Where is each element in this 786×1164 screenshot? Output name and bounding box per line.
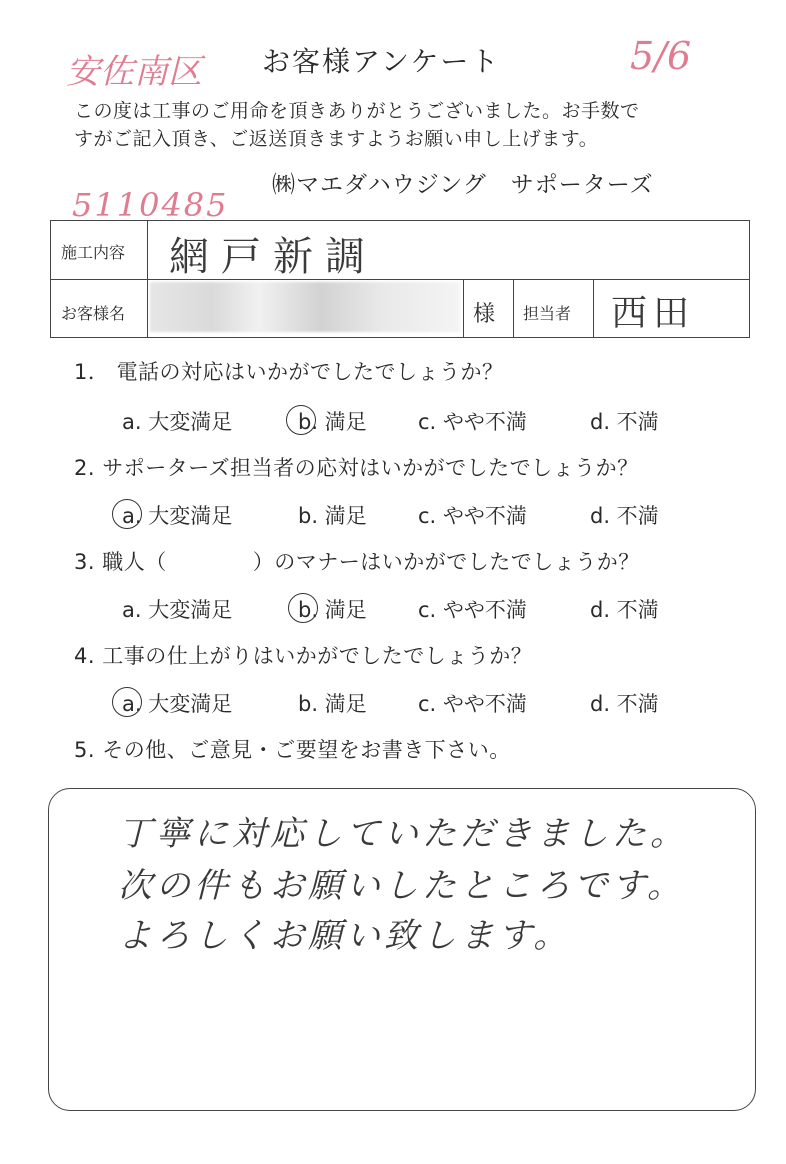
question-4 <box>74 640 532 670</box>
question-text: サポーターズ担当者の応対はいかがでしたでしょうか？ <box>102 456 639 480</box>
date-handwritten: 5/6 <box>630 34 692 78</box>
q1-option-d: d. 不満 <box>590 410 659 434</box>
comment-line-1: 丁寧に対応していただきました。 <box>118 814 688 854</box>
question-5 <box>74 734 511 764</box>
question-2 <box>74 452 639 482</box>
company-name: ㈱マエダハウジング サポーターズ <box>272 172 654 198</box>
staff-label: 担当者 <box>523 304 572 323</box>
q3-selected-mark <box>288 593 318 623</box>
question-text: 電話の対応はいかがでしたでしょうか？ <box>116 360 504 384</box>
question-text: 職人（ ）のマナーはいかがでしたでしょうか？ <box>102 550 640 574</box>
q4-selected-mark <box>112 687 142 717</box>
customer-name-redacted <box>150 282 460 332</box>
customer-name-label: お客様名 <box>61 304 126 323</box>
q2-selected-mark <box>112 499 142 529</box>
district-handwritten: 安佐南区 <box>66 52 202 92</box>
staff-name-value: 西田 <box>611 293 696 334</box>
comment-line-2: 次の件もお願いしたところです。 <box>118 866 685 906</box>
comment-line-3: よろしくお願い致します。 <box>118 916 572 956</box>
work-content-value: 網戸新調 <box>169 234 377 280</box>
page-title: お客様アンケート <box>262 45 501 78</box>
q3-option-a: a. 大変満足 <box>122 598 233 622</box>
q1-option-c: c. やや不満 <box>418 410 527 434</box>
q4-option-a: a. 大変満足 <box>122 692 233 716</box>
q3-option-c: c. やや不満 <box>418 598 527 622</box>
q2-option-a: a. 大変満足 <box>122 504 233 528</box>
question-number: 4. <box>74 644 96 668</box>
question-1 <box>74 356 504 386</box>
work-content-label: 施工内容 <box>61 243 126 262</box>
q3-option-b: b. 満足 <box>298 598 367 622</box>
q2-option-b: b. 満足 <box>298 504 367 528</box>
q1-option-a: a. 大変満足 <box>122 410 233 434</box>
q3-option-d: d. 不満 <box>590 598 659 622</box>
q1-selected-mark <box>286 405 316 435</box>
q2-option-c: c. やや不満 <box>418 504 527 528</box>
q4-option-b: b. 満足 <box>298 692 367 716</box>
question-number: 5. <box>74 738 96 762</box>
q4-option-d: d. 不満 <box>590 692 659 716</box>
q1-option-b: b. 満足 <box>298 410 367 434</box>
question-number: 2. <box>74 456 96 480</box>
honorific-label: 様 <box>473 302 496 327</box>
intro-line-1: この度は工事のご用命を頂きありがとうございました。お手数で <box>74 100 640 122</box>
question-text: その他、ご意見・ご要望をお書き下さい。 <box>102 738 511 762</box>
question-3 <box>74 546 640 576</box>
q4-option-c: c. やや不満 <box>418 692 527 716</box>
intro-line-2: すがご記入頂き、ご返送頂きますようお願い申し上げます。 <box>74 128 599 150</box>
question-number: 1． <box>74 360 110 384</box>
question-text: 工事の仕上がりはいかがでしたでしょうか？ <box>102 644 533 668</box>
q2-option-d: d. 不満 <box>590 504 659 528</box>
question-number: 3. <box>74 550 96 574</box>
number-handwritten: 5110485 <box>72 186 229 224</box>
